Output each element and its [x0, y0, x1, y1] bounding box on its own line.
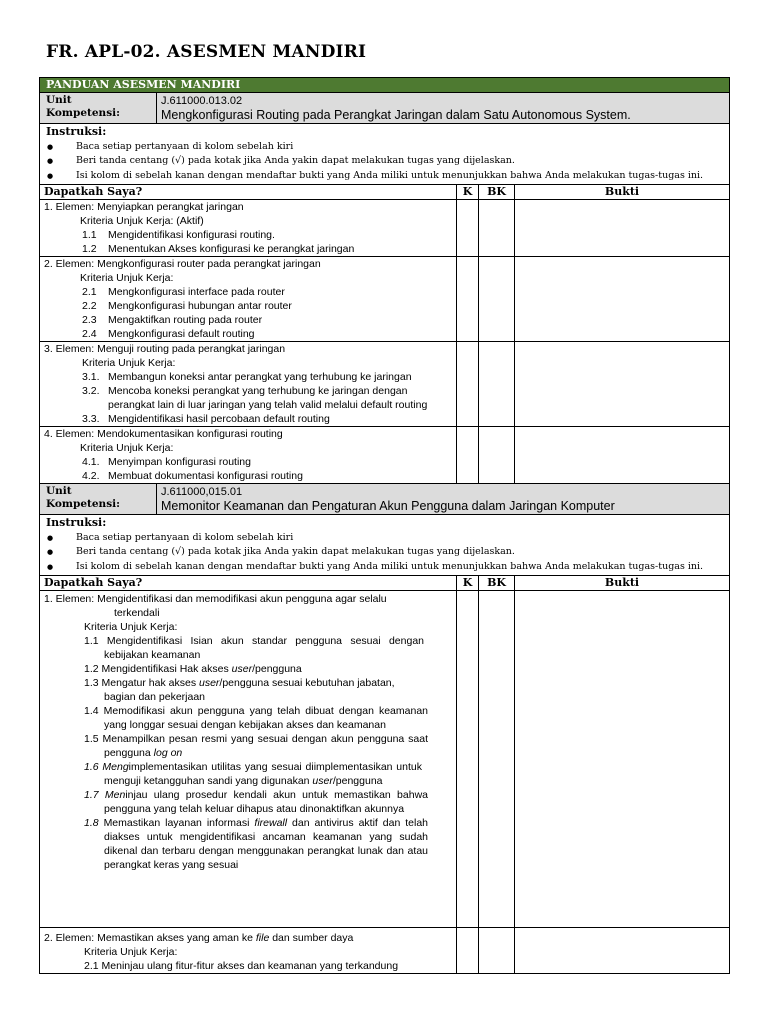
k-checkbox[interactable]	[457, 427, 479, 484]
unit2-code: J.611000,015.01	[161, 486, 243, 498]
k-checkbox[interactable]	[457, 591, 479, 928]
element-cell: 4. Elemen: Mendokumentasikan konfigurasi routing Kriteria Unjuk Kerja: 4.1. Menyimpan konfigurasi routing 4.2. Membuat dokumentasi konfigurasi routing	[40, 427, 457, 484]
bukti-field[interactable]	[515, 257, 730, 342]
instruksi-item: ● Isi kolom di sebelah kanan dengan mendaftar bukti yang Anda miliki untuk menunjukkan bahwa Anda melakukan tugas-tugas ini.	[46, 560, 723, 575]
bk-checkbox[interactable]	[479, 591, 515, 928]
bk-checkbox[interactable]	[479, 200, 515, 257]
unit1-code: J.611000.013.02	[161, 95, 243, 107]
bk-checkbox[interactable]	[479, 427, 515, 484]
col-bukti: Bukti	[515, 576, 730, 591]
unit2-instruksi-row	[40, 515, 730, 576]
bk-checkbox[interactable]	[479, 928, 515, 974]
unit1-column-header	[40, 185, 730, 200]
unit1-label: Unit Kompetensi:	[40, 93, 157, 124]
instruksi-item: ● Beri tanda centang (√) pada kotak jika Anda yakin dapat melakukan tugas yang dijelaskan.	[46, 545, 723, 560]
unit1-name: Mengkonfigurasi Routing pada Perangkat Jaringan dalam Satu Autonomous System.	[161, 108, 631, 122]
unit1-element-4	[40, 427, 730, 484]
instruksi-label: Instruksi:	[46, 125, 107, 138]
unit1-element-3	[40, 342, 730, 427]
col-k: K	[457, 576, 479, 591]
unit1-element-1	[40, 200, 730, 257]
assessment-form	[39, 77, 729, 974]
k-checkbox[interactable]	[457, 200, 479, 257]
element-cell: 2. Elemen: Memastikan akses yang aman ke file dan sumber daya Kriteria Unjuk Kerja: 2.1 Meninjau ulang fitur-fitur akses dan keamanan yang terkandung	[40, 928, 457, 974]
element-cell: 3. Elemen: Menguji routing pada perangkat jaringan Kriteria Unjuk Kerja: 3.1. Membangun koneksi antar perangkat yang terhubung ke jaringan 3.2. Mencoba koneksi perangkat yang terhubung ke jaringan dengan perangkat lain di luar jaringan yang telah valid melalui default routing 3.3. Mengidentifikasi hasil percobaan default routing	[40, 342, 457, 427]
bukti-field[interactable]	[515, 342, 730, 427]
bukti-field[interactable]	[515, 928, 730, 974]
unit1-element-2	[40, 257, 730, 342]
k-checkbox[interactable]	[457, 928, 479, 974]
instruksi-item: ● Baca setiap pertanyaan di kolom sebelah kiri	[46, 531, 723, 546]
unit2-column-header	[40, 576, 730, 591]
unit1-value	[157, 93, 730, 124]
unit2-element-2	[40, 928, 730, 974]
panduan-header: PANDUAN ASESMEN MANDIRI	[40, 78, 730, 93]
element-cell: 1. Elemen: Menyiapkan perangkat jaringan Kriteria Unjuk Kerja: (Aktif) 1.1 Mengidentifikasi konfigurasi routing. 1.2 Menentukan Akses konfigurasi ke perangkat jaringan	[40, 200, 457, 257]
unit2-value	[157, 484, 730, 515]
col-bk: BK	[479, 576, 515, 591]
panduan-header-row	[40, 78, 730, 93]
form-title: FR. APL-02. ASESMEN MANDIRI	[46, 42, 367, 62]
bukti-field[interactable]	[515, 427, 730, 484]
unit2-row	[40, 484, 730, 515]
unit2-label: Unit Kompetensi:	[40, 484, 157, 515]
unit1-instruksi	[40, 124, 730, 185]
element-cell: 2. Elemen: Mengkonfigurasi router pada perangkat jaringan Kriteria Unjuk Kerja: 2.1 Mengkonfigurasi interface pada router 2.2 Mengkonfigurasi hubungan antar router 2.3 Mengaktifkan routing pada router 2.4 Mengkonfigurasi default routing	[40, 257, 457, 342]
col-bukti: Bukti	[515, 185, 730, 200]
unit1-row	[40, 93, 730, 124]
unit2-element-1	[40, 591, 730, 928]
bk-checkbox[interactable]	[479, 342, 515, 427]
col-bk: BK	[479, 185, 515, 200]
bk-checkbox[interactable]	[479, 257, 515, 342]
unit2-name: Memonitor Keamanan dan Pengaturan Akun Pengguna dalam Jaringan Komputer	[161, 499, 615, 513]
bukti-field[interactable]	[515, 591, 730, 928]
bukti-field[interactable]	[515, 200, 730, 257]
instruksi-item: ● Isi kolom di sebelah kanan dengan mendaftar bukti yang Anda miliki untuk menunjukkan bahwa Anda melakukan tugas-tugas ini.	[46, 169, 723, 184]
col-dapatkah: Dapatkah Saya?	[40, 576, 457, 591]
instruksi-label: Instruksi:	[46, 516, 107, 529]
unit2-instruksi	[40, 515, 730, 576]
unit1-instruksi-row	[40, 124, 730, 185]
col-k: K	[457, 185, 479, 200]
assessment-table	[39, 77, 730, 974]
k-checkbox[interactable]	[457, 257, 479, 342]
instruksi-item: ● Beri tanda centang (√) pada kotak jika Anda yakin dapat melakukan tugas yang dijelaskan.	[46, 154, 723, 169]
k-checkbox[interactable]	[457, 342, 479, 427]
instruksi-item: ● Baca setiap pertanyaan di kolom sebelah kiri	[46, 140, 723, 155]
col-dapatkah: Dapatkah Saya?	[40, 185, 457, 200]
element-cell: 1. Elemen: Mengidentifikasi dan memodifikasi akun pengguna agar selalu terkendali Kriteria Unjuk Kerja: 1.1 Mengidentifikasi Isian akun standar pengguna sesuai dengan kebijakan keamanan 1.2 Mengidentifikasi Hak akses user/pengguna 1.3 Mengatur hak akses user/pengguna sesuai kebutuhan jabatan, bagian dan pekerjaan 1.4 Memodifikasi akun pengguna yang telah dibuat dengan keamanan yang longgar sesuai dengan kebijakan akses dan keamanan 1.5 Menampilkan pesan resmi yang sesuai dengan akun pengguna saat pengguna log on 1.6 Mengimplementasikan utilitas yang sesuai diimplementasikan untuk menguji ketangguhan sandi yang digunakan user/pengguna 1.7 Meninjau ulang prosedur kendali akun untuk memastikan bahwa pengguna yang telah keluar dihapus atau dinonaktifkan akunnya 1.8 Memastikan layanan informasi firewall dan antivirus aktif dan telah diakses untuk mengidentifikasi ancaman keamanan yang sudah dikenal dan terbaru dengan menggunakan perangkat lunak dan atau perangkat keras yang sesuai	[40, 591, 457, 928]
